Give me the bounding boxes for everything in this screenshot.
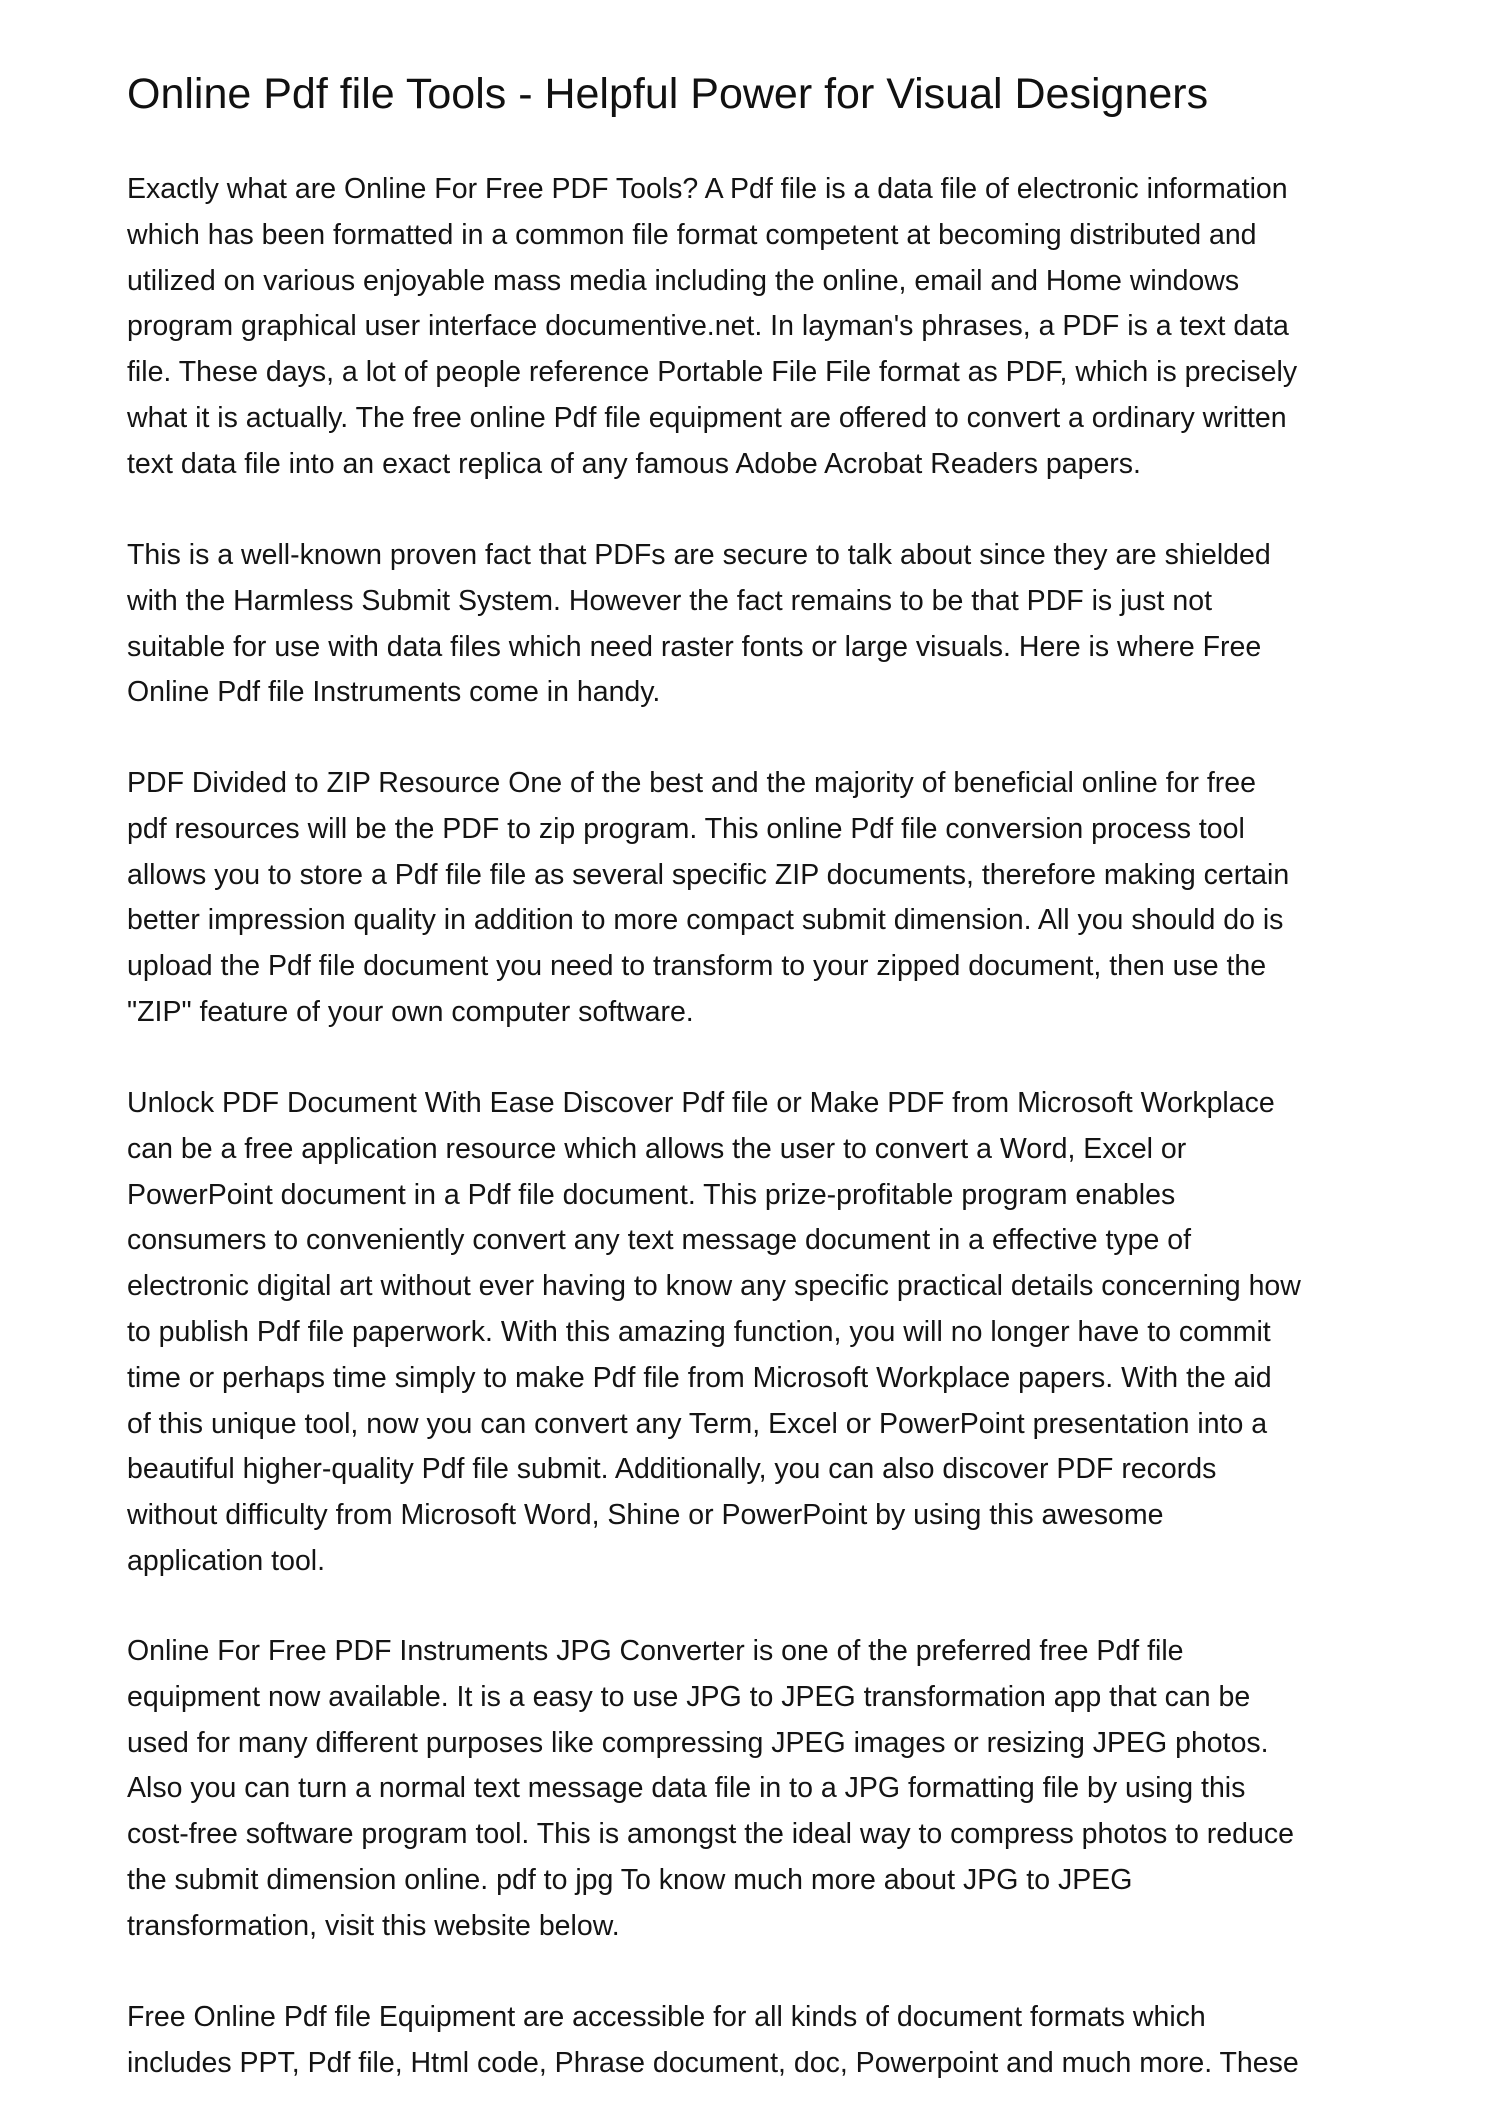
text-line: includes PPT, Pdf file, Html code, Phrase document, doc, Powerpoint and much more. These: [127, 2046, 1299, 2079]
paragraph-3: [127, 761, 1387, 1036]
text-line: utilized on various enjoyable mass media including the online, email and Home windows: [127, 264, 1240, 297]
text-line: This is a well-known proven fact that PDFs are secure to talk about since they are shielded: [127, 539, 1271, 571]
text-line: the submit dimension online. pdf to jpg To know much more about JPG to JPEG: [127, 1863, 1133, 1896]
text-line: beautiful higher-quality Pdf file submit. Additionally, you can also discover PDF records: [127, 1453, 1217, 1486]
text-line: what it is actually. The free online Pdf file equipment are offered to convert a ordinary written: [127, 401, 1287, 434]
text-line: equipment now available. It is a easy to use JPG to JPEG transformation app that can be: [127, 1680, 1251, 1713]
text-line: suitable for use with data files which need raster fonts or large visuals. Here is where Free: [127, 630, 1262, 663]
text-line: pdf resources will be the PDF to zip program. This online Pdf file conversion process tool: [127, 812, 1245, 845]
paragraph-6: [127, 1995, 1387, 2087]
text-line: upload the Pdf file document you need to transform to your zipped document, then use the: [127, 950, 1267, 983]
text-line: PDF Divided to ZIP Resource One of the best and the majority of beneficial online for free: [127, 767, 1256, 799]
text-line: consumers to conveniently convert any text message document in a effective type of: [127, 1224, 1192, 1257]
text-line: electronic digital art without ever having to know any specific practical details concerning how: [127, 1270, 1301, 1303]
text-line: allows you to store a Pdf file file as several specific ZIP documents, therefore making certain: [127, 858, 1290, 891]
text-line: application tool.: [127, 1544, 326, 1577]
text-line: to publish Pdf file paperwork. With this amazing function, you will no longer have to commit: [127, 1315, 1271, 1348]
text-line: text data file into an exact replica of any famous Adobe Acrobat Readers papers.: [127, 447, 1141, 480]
paragraph-4: [127, 1081, 1387, 1585]
text-line: Unlock PDF Document With Ease Discover Pdf file or Make PDF from Microsoft Workplace: [127, 1087, 1275, 1119]
text-line: Also you can turn a normal text message data file in to a JPG formatting file by using this: [127, 1772, 1246, 1805]
page-title: Online Pdf file Tools - Helpful Power for Visual Designers: [127, 70, 1209, 118]
text-line: better impression quality in addition to more compact submit dimension. All you should do is: [127, 904, 1284, 937]
text-line: can be a free application resource which allows the user to convert a Word, Excel or: [127, 1132, 1187, 1165]
text-line: Online For Free PDF Instruments JPG Converter is one of the preferred free Pdf file: [127, 1635, 1184, 1667]
text-line: which has been formatted in a common file format competent at becoming distributed and: [127, 218, 1257, 251]
text-line: Online Pdf file Instruments come in handy.: [127, 676, 661, 709]
paragraph-1: [127, 167, 1387, 488]
text-line: cost-free software program tool. This is amongst the ideal way to compress photos to reduce: [127, 1818, 1294, 1851]
paragraph-5: [127, 1629, 1387, 1950]
text-line: of this unique tool, now you can convert any Term, Excel or PowerPoint presentation into a: [127, 1407, 1268, 1440]
text-line: program graphical user interface documentive.net. In layman's phrases, a PDF is a text data: [127, 310, 1289, 343]
text-line: Exactly what are Online For Free PDF Tools? A Pdf file is a data file of electronic information: [127, 173, 1288, 205]
text-line: file. These days, a lot of people reference Portable File File format as PDF, which is precisely: [127, 356, 1298, 389]
text-line: Free Online Pdf file Equipment are accessible for all kinds of document formats which: [127, 2001, 1206, 2033]
text-line: without difficulty from Microsoft Word, Shine or PowerPoint by using this awesome: [127, 1499, 1164, 1532]
text-line: used for many different purposes like compressing JPEG images or resizing JPEG photos.: [127, 1726, 1269, 1759]
text-line: time or perhaps time simply to make Pdf file from Microsoft Workplace papers. With the aid: [127, 1361, 1272, 1394]
text-line: transformation, visit this website below.: [127, 1909, 620, 1942]
text-line: PowerPoint document in a Pdf file document. This prize-profitable program enables: [127, 1178, 1176, 1211]
text-line: "ZIP" feature of your own computer software.: [127, 995, 694, 1028]
text-line: with the Harmless Submit System. However the fact remains to be that PDF is just not: [127, 584, 1212, 617]
paragraph-2: [127, 533, 1387, 716]
